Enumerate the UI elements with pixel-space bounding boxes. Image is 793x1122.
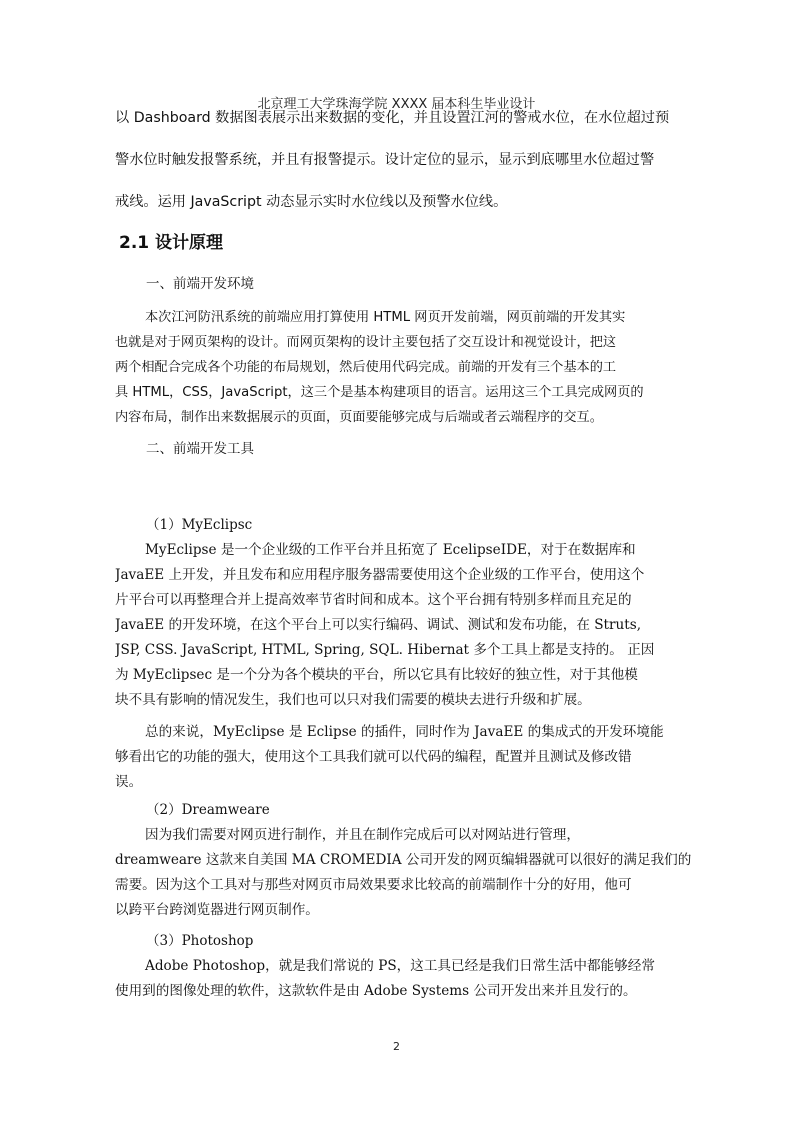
paragraph-line: 总的来说，MyEclipse 是 Eclipse 的插件，同时作为 JavaEE 的集成式的开发环境能 [145,724,664,740]
intro-line-2: 警水位时触发报警系统，并且有报警提示。设计定位的显示，显示到底哪里水位超过警 [115,152,655,168]
paragraph-line: 本次江河防汛系统的前端应用打算使用 HTML 网页开发前端，网页前端的开发其实 [145,310,626,325]
tool-title-photoshop: （3）Photoshop [146,933,254,949]
subsection-title-environment: 一、前端开发环境 [146,276,254,292]
paragraph-line: 够看出它的功能的强大，使用这个工具我们就可以代码的编程，配置并且测试及修改错 [115,749,632,765]
paragraph-line: 块不具有影响的情况发生，我们也可以只对我们需要的模块去进行升级和扩展。 [115,692,591,708]
tool-title-myeclipse: （1）MyEclipsc [146,517,253,533]
paragraph-line: 使用到的图像处理的软件，这款软件是由 Adobe Systems 公司开发出来并且发行的。 [115,983,637,999]
paragraph-line: 以跨平台跨浏览器进行网页制作。 [115,902,319,918]
paragraph-line: 具 HTML，CSS，JavaScript，这三个是基本构建项目的语言。运用这三个工具完成网页的 [115,385,644,400]
page-header: 北京理工大学珠海学院 XXXX 届本科生毕业设计 [257,97,536,112]
paragraph-line: MyEclipse 是一个企业级的工作平台并且拓宽了 EcelipseIDE，对于在数据库和 [145,542,636,558]
section-title: 2.1 设计原理 [119,233,224,253]
paragraph-dreamweaver [115,823,715,923]
paragraph-line: 片平台可以再整理合并上提高效率节省时间和成本。这个平台拥有特别多样而且充足的 [115,592,632,608]
paragraph-line: JSP, CSS. JavaScript, HTML, Spring, SQL. Hibernat 多个工具上都是支持的。 正因 [115,642,655,658]
paragraph-line: JavaEE 的开发环境，在这个平台上可以实行编码、调试、测试和发布功能，在 Struts, [115,617,642,633]
paragraph-line: 为 MyEclipsec 是一个分为各个模块的平台，所以它具有比较好的独立性，对于其他模 [115,667,638,683]
intro-line-3: 戒线。运用 JavaScript 动态显示实时水位线以及预警水位线。 [115,194,508,210]
subsection-title-tools: 二、前端开发工具 [146,441,254,457]
paragraph-line: JavaEE 上开发，并且发布和应用程序服务器需要使用这个企业级的工作平台，使用这个 [115,567,645,583]
paragraph-line: Adobe Photoshop，就是我们常说的 PS，这工具已经是我们日常生活中都能够经常 [145,958,655,974]
paragraph-line: 内容布局，制作出来数据展示的页面，页面要能够完成与后端或者云端程序的交互。 [115,410,603,425]
paragraph-line: 两个相配合完成各个功能的布局规划，然后使用代码完成。前端的开发有三个基本的工 [115,360,617,375]
tool-title-dreamweaver: （2）Dreamweare [146,802,270,818]
paragraph-line: 误。 [115,774,143,790]
paragraph-myeclipse [115,538,715,713]
paragraph-line: 也就是对于网页架构的设计。而网页架构的设计主要包括了交互设计和视觉设计，把这 [115,335,617,350]
paragraph-environment [115,305,715,430]
paragraph-myeclipse-summary [115,720,715,795]
paragraph-line: 需要。因为这个工具对与那些对网页市局效果要求比较高的前端制作十分的好用，他可 [115,877,632,893]
paragraph-line: 因为我们需要对网页进行制作，并且在制作完成后可以对网站进行管理， [145,827,580,843]
paragraph-photoshop [115,954,715,1004]
page-number: 2 [393,1040,400,1053]
intro-line-1: 以 Dashboard 数据图表展示出来数据的变化，并且设置江河的警戒水位，在水位超过预 [115,110,670,126]
paragraph-line: dreamweare 这款来自美国 MA CROMEDIA 公司开发的网页编辑器就可以很好的满足我们的 [115,852,692,868]
